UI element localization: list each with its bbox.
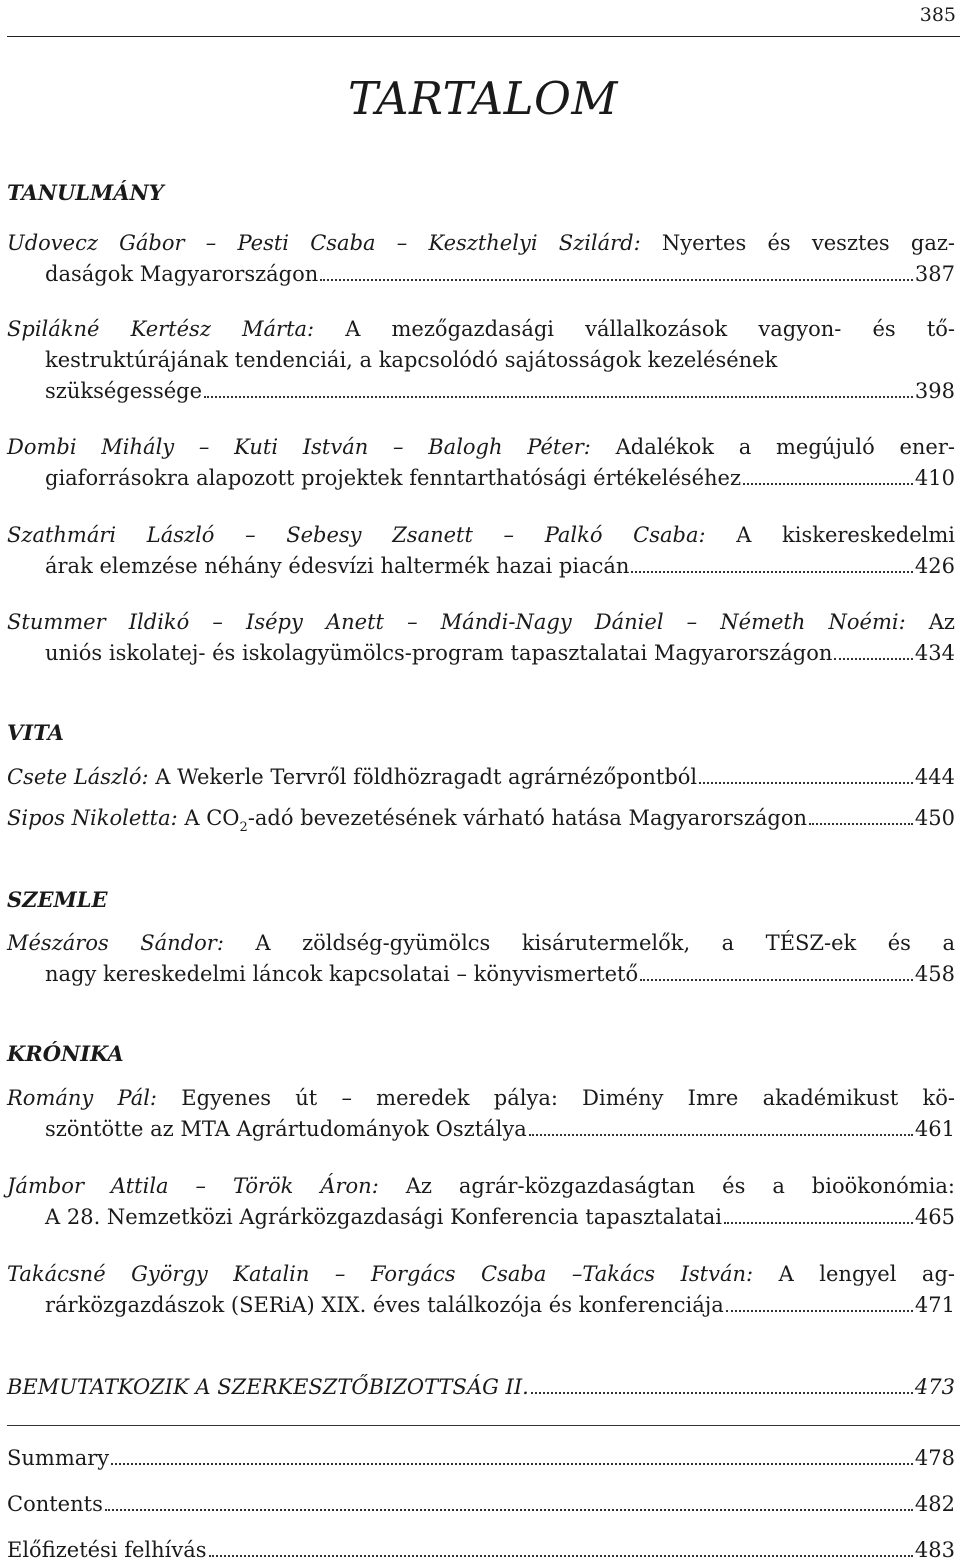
entry-line <box>7 314 955 345</box>
toc-entry[interactable] <box>7 1489 955 1520</box>
entry-page-number: 444 <box>914 765 955 789</box>
entry-line <box>7 463 955 494</box>
entry-title: uniós iskolatej- és iskolagyümölcs-program tapasztalatai Magyarországon <box>45 641 833 665</box>
section-heading-vita: VITA <box>7 720 64 745</box>
dot-leader <box>809 823 913 825</box>
entry-title: Nyertes és vesztes gaz- <box>640 231 955 255</box>
entry-title: szöntötte az MTA Agrártudományok Osztálya <box>45 1117 527 1141</box>
entry-title: A lengyel ag- <box>753 1262 955 1286</box>
entry-title: Contents <box>7 1492 103 1516</box>
toc-entry[interactable] <box>7 314 955 407</box>
toc-entry[interactable] <box>7 607 955 669</box>
entry-title: A 28. Nemzetközi Agrárközgazdasági Konferencia tapasztalatai <box>45 1205 722 1229</box>
dot-leader <box>204 396 913 398</box>
entry-line <box>7 803 955 843</box>
entry-author: Csete László: <box>7 765 149 789</box>
section-heading-szemle: SZEMLE <box>7 887 108 912</box>
header-rule <box>7 36 960 37</box>
toc-entry[interactable] <box>7 432 955 494</box>
entry-line <box>7 376 955 407</box>
entry-line <box>7 228 955 259</box>
toc-entry[interactable] <box>7 762 955 793</box>
entry-line <box>7 1489 955 1520</box>
dot-leader <box>724 1222 913 1224</box>
entry-title: A kiskereskedelmi <box>705 523 955 547</box>
dot-leader <box>699 782 913 784</box>
toc-entry[interactable] <box>7 520 955 582</box>
dot-leader <box>209 1555 913 1557</box>
toc-entry[interactable] <box>7 1443 955 1474</box>
toc-entry[interactable] <box>7 1083 955 1145</box>
entry-page-number: 482 <box>914 1492 955 1516</box>
dot-leader <box>726 1310 913 1312</box>
entry-title: Az agrár-közgazdaságtan és a bioökonómia: <box>378 1174 955 1198</box>
entry-line: kestruktúrájának tendenciái, a kapcsolódó sajátosságok kezelésének <box>45 348 778 372</box>
entry-line <box>7 1171 955 1202</box>
entry-page-number: 465 <box>914 1205 955 1229</box>
entry-line <box>7 551 955 582</box>
toc-entry[interactable] <box>7 228 955 290</box>
entry-line <box>7 638 955 669</box>
dot-leader <box>531 1392 913 1394</box>
dot-leader <box>105 1509 913 1511</box>
entry-title: giaforrásokra alapozott projektek fenntarthatósági értékeléséhez <box>45 466 742 490</box>
entry-title: Summary <box>7 1446 110 1470</box>
entry-line <box>7 520 955 551</box>
entry-line <box>7 1202 955 1233</box>
toc-entry[interactable] <box>7 1535 955 1566</box>
entry-author: Spilákné Kertész Márta: <box>7 317 315 341</box>
toc-entry[interactable] <box>7 803 955 843</box>
entry-line <box>7 1535 955 1566</box>
entry-page-number: 398 <box>914 379 955 403</box>
entry-title: Egyenes út – meredek pálya: Dimény Imre akadémikust kö- <box>157 1086 956 1110</box>
entry-line <box>7 1114 955 1145</box>
entry-page-number: 387 <box>914 262 955 286</box>
entry-page-number: 458 <box>914 962 955 986</box>
entry-line <box>7 762 955 793</box>
entry-page-number: 478 <box>914 1446 955 1470</box>
entry-page-number: 461 <box>914 1117 955 1141</box>
entry-title: daságok Magyarországon <box>45 262 319 286</box>
entry-line <box>7 1290 955 1321</box>
entry-title: A zöldség-gyümölcs kisárutermelők, a TÉSZ-ek és a <box>223 931 955 955</box>
entry-page-number: 410 <box>914 466 955 490</box>
entry-title: A Wekerle Tervről földhözragadt agrárnézőpontból <box>148 765 698 789</box>
section-heading-tanulmany: TANULMÁNY <box>7 180 164 205</box>
dot-leader <box>529 1134 913 1136</box>
entry-title: Adalékok a megújuló ener- <box>590 435 955 459</box>
entry-author: Stummer Ildikó – Isépy Anett – Mándi-Nagy Dániel – Németh Noémi: <box>7 610 906 634</box>
entry-title: Az <box>905 610 956 634</box>
entry-author: Dombi Mihály – Kuti István – Balogh Péter: <box>7 435 591 459</box>
entry-line <box>7 959 955 990</box>
entry-line <box>7 1083 955 1114</box>
entry-line <box>7 607 955 638</box>
entry-page-number: 450 <box>914 806 955 830</box>
entry-page-number: 473 <box>914 1375 955 1399</box>
entry-title: rárközgazdászok (SERiA) XIX. éves találkozója és konferenciája <box>45 1293 724 1317</box>
section-heading-kronika: KRÓNIKA <box>7 1041 124 1066</box>
entry-title: A mezőgazdasági vállalkozások vagyon- és tő- <box>314 317 955 341</box>
dot-leader <box>640 979 913 981</box>
toc-entry[interactable] <box>7 1372 955 1403</box>
entry-author: Mészáros Sándor: <box>7 931 224 955</box>
entry-author: Takácsné György Katalin – Forgács Csaba –Takács István: <box>7 1262 754 1286</box>
entry-author: Udovecz Gábor – Pesti Csaba – Keszthelyi Szilárd: <box>7 231 641 255</box>
toc-entry[interactable] <box>7 928 955 990</box>
dot-leader <box>834 658 913 660</box>
dot-leader <box>111 1463 913 1465</box>
entry-line <box>7 928 955 959</box>
entry-page-number: 426 <box>914 554 955 578</box>
entry-author: Jámbor Attila – Török Áron: <box>7 1174 379 1198</box>
dot-leader <box>320 279 913 281</box>
subscript: 2 <box>239 820 248 835</box>
entry-title: árak elemzése néhány édesvízi haltermék hazai piacán <box>45 554 630 578</box>
entry-page-number: 434 <box>914 641 955 665</box>
page-number: 385 <box>919 4 956 26</box>
entry-title: szükségessége <box>45 379 203 403</box>
dot-leader <box>743 483 913 485</box>
entry-title: nagy kereskedelmi láncok kapcsolatai – könyvismertető <box>45 962 639 986</box>
entry-author: Romány Pál: <box>7 1086 158 1110</box>
dot-leader <box>631 571 912 573</box>
entry-title: Előfizetési felhívás <box>7 1538 207 1562</box>
entry-author: Szathmári László – Sebesy Zsanett – Palkó Csaba: <box>7 523 706 547</box>
entry-title: A CO <box>177 806 240 830</box>
toc-entry[interactable] <box>7 1259 955 1321</box>
entry-page-number: 471 <box>914 1293 955 1317</box>
page-title: TARTALOM <box>347 72 619 125</box>
toc-entry[interactable] <box>7 1171 955 1233</box>
entry-line <box>7 1372 955 1403</box>
entry-title: -adó bevezetésének várható hatása Magyarországon <box>247 806 808 830</box>
entry-line <box>7 1259 955 1290</box>
entry-page-number: 483 <box>914 1538 955 1562</box>
entry-line <box>7 1443 955 1474</box>
entry-line <box>7 432 955 463</box>
entry-author: Sipos Nikoletta: <box>7 806 178 830</box>
divider <box>7 1425 960 1426</box>
entry-line <box>7 259 955 290</box>
entry-title: BEMUTATKOZIK A SZERKESZTŐBIZOTTSÁG II. <box>7 1375 529 1399</box>
